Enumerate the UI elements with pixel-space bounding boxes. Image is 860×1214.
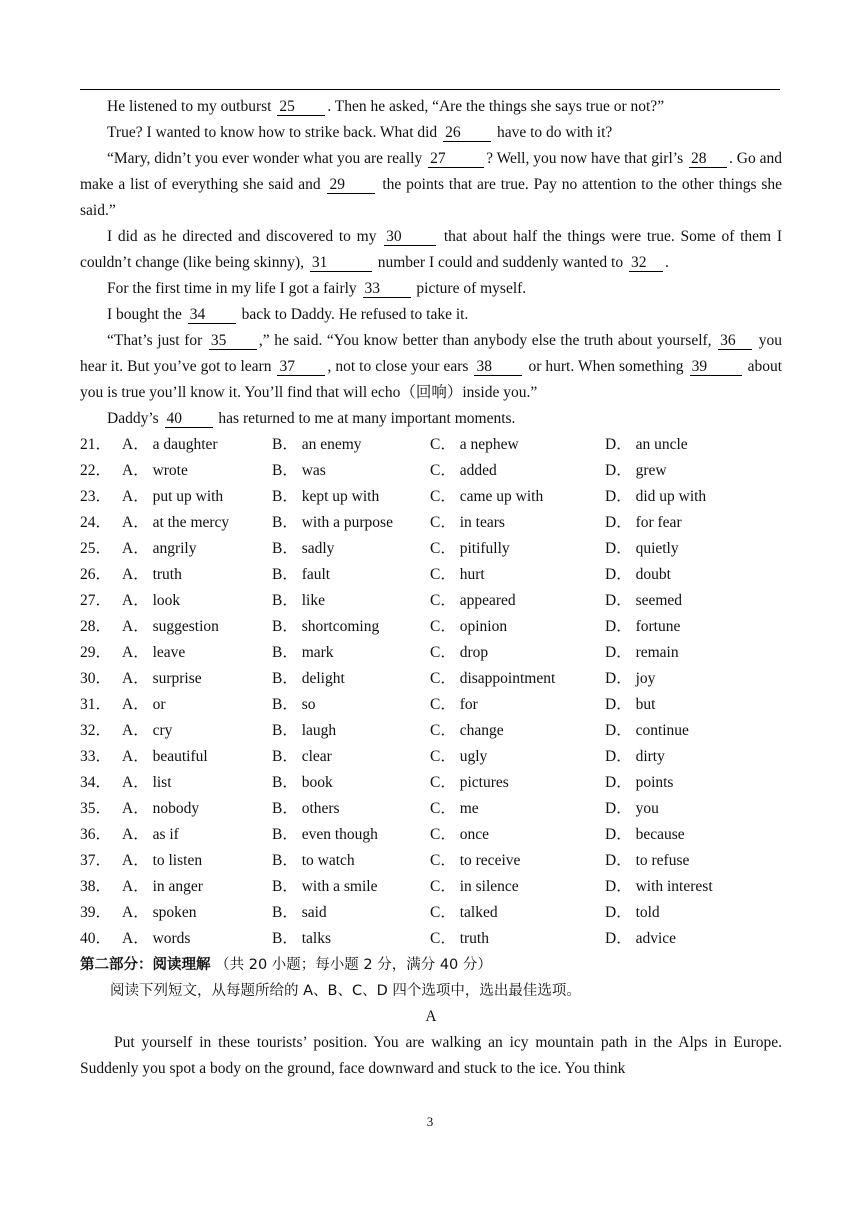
option-c: C． in silence xyxy=(430,878,519,895)
option-b: B． laugh xyxy=(272,722,337,739)
question-number: 32． xyxy=(80,722,112,739)
option-c: C． disappointment xyxy=(430,670,556,687)
passage-text: . Then he asked, “Are the things she says true or not?” xyxy=(327,98,665,115)
option-d: D． fortune xyxy=(605,618,681,635)
page-content xyxy=(80,94,782,1082)
question-row xyxy=(80,614,782,640)
passage-text: He listened to my outburst xyxy=(107,98,276,115)
question-number: 25． xyxy=(80,540,112,557)
blank-30: 30 xyxy=(384,228,436,246)
option-c: C． for xyxy=(430,696,478,713)
blank-28: 28 xyxy=(689,150,727,168)
cloze-paragraph xyxy=(80,120,782,146)
question-row xyxy=(80,926,782,952)
blank-32: 32 xyxy=(629,254,663,272)
passage-text: that about half the things were true. Some of them I couldn’t change (like being skinny), xyxy=(80,228,782,271)
question-number: 33． xyxy=(80,748,112,765)
option-a: A． wrote xyxy=(122,462,188,479)
section-title: 第二部分：阅读理解 xyxy=(80,957,211,973)
question-row xyxy=(80,900,782,926)
option-d: D． with interest xyxy=(605,878,713,895)
option-b: B． clear xyxy=(272,748,332,765)
option-a: A． to listen xyxy=(122,852,203,869)
passage-text: Daddy’s xyxy=(107,410,163,427)
option-a: A． words xyxy=(122,930,191,947)
option-d: D． did up with xyxy=(605,488,707,505)
option-d: D． because xyxy=(605,826,685,843)
option-c: C． appeared xyxy=(430,592,516,609)
option-c: C． hurt xyxy=(430,566,485,583)
option-a: A． nobody xyxy=(122,800,200,817)
passage-text: or hurt. When something xyxy=(524,358,688,375)
option-b: B． was xyxy=(272,462,326,479)
question-number: 31． xyxy=(80,696,112,713)
option-b: B． with a purpose xyxy=(272,514,393,531)
question-number: 24． xyxy=(80,514,112,531)
passage-text: “Mary, didn’t you ever wonder what you are really xyxy=(107,150,427,167)
option-d: D． doubt xyxy=(605,566,671,583)
blank-36: 36 xyxy=(718,332,752,350)
option-d: D． grew xyxy=(605,462,667,479)
option-c: C． talked xyxy=(430,904,498,921)
blank-27: 27 xyxy=(428,150,484,168)
passage-text: ? Well, you now have that girl’s xyxy=(486,150,688,167)
question-number: 22． xyxy=(80,462,112,479)
passage-text: you hear it. But you’ve got to learn xyxy=(80,332,783,375)
option-c: C． change xyxy=(430,722,504,739)
blank-39: 39 xyxy=(690,358,742,376)
passage-text: the points that are true. Pay no attention to the other things she said.” xyxy=(80,176,782,219)
question-number: 28． xyxy=(80,618,112,635)
question-number: 29． xyxy=(80,644,112,661)
question-row xyxy=(80,536,782,562)
option-a: A． in anger xyxy=(122,878,203,895)
section-instruction: 阅读下列短文，从每题所给的 A、B、C、D 四个选项中，选出最佳选项。 xyxy=(110,983,581,999)
question-row xyxy=(80,770,782,796)
question-number: 35． xyxy=(80,800,112,817)
option-d: D． points xyxy=(605,774,674,791)
cloze-paragraph xyxy=(80,146,782,224)
option-d: D． remain xyxy=(605,644,679,661)
question-row xyxy=(80,562,782,588)
blank-31: 31 xyxy=(310,254,372,272)
question-row xyxy=(80,848,782,874)
option-c: C． a nephew xyxy=(430,436,519,453)
option-b: B． fault xyxy=(272,566,331,583)
question-number: 27． xyxy=(80,592,112,609)
option-b: B． said xyxy=(272,904,327,921)
passage-text: True? I wanted to know how to strike back. What did xyxy=(107,124,442,141)
question-row xyxy=(80,588,782,614)
question-number: 34． xyxy=(80,774,112,791)
option-a: A． suggestion xyxy=(122,618,219,635)
option-b: B． an enemy xyxy=(272,436,362,453)
question-number: 23． xyxy=(80,488,112,505)
option-a: A． surprise xyxy=(122,670,202,687)
question-number: 26． xyxy=(80,566,112,583)
passage-text: number I could and suddenly wanted to xyxy=(373,254,627,271)
passage-text: ,” he said. “You know better than anybody else the truth about yourself, xyxy=(258,332,717,349)
passage-label: A xyxy=(425,1008,437,1025)
option-b: B． book xyxy=(272,774,333,791)
option-b: B． like xyxy=(272,592,325,609)
option-b: B． even though xyxy=(272,826,378,843)
question-row xyxy=(80,822,782,848)
option-a: A． look xyxy=(122,592,181,609)
passage-text: I did as he directed and discovered to my xyxy=(107,228,383,245)
cloze-paragraph xyxy=(80,94,782,120)
question-number: 39． xyxy=(80,904,112,921)
question-number: 37． xyxy=(80,852,112,869)
option-b: B． kept up with xyxy=(272,488,380,505)
cloze-paragraph xyxy=(80,328,782,406)
passage-text: , not to close your ears xyxy=(327,358,473,375)
cloze-paragraph xyxy=(80,276,782,302)
cloze-paragraph xyxy=(80,224,782,276)
option-d: D． joy xyxy=(605,670,656,687)
option-c: C． opinion xyxy=(430,618,508,635)
option-a: A． as if xyxy=(122,826,179,843)
option-a: A． or xyxy=(122,696,166,713)
option-a: A． list xyxy=(122,774,172,791)
option-c: C． in tears xyxy=(430,514,505,531)
option-b: B． talks xyxy=(272,930,331,947)
option-c: C． pictures xyxy=(430,774,509,791)
option-d: D． seemed xyxy=(605,592,683,609)
option-a: A． put up with xyxy=(122,488,224,505)
passage-text: has returned to me at many important moments. xyxy=(214,410,516,427)
option-d: D． dirty xyxy=(605,748,665,765)
blank-29: 29 xyxy=(327,176,375,194)
question-row xyxy=(80,796,782,822)
option-c: C． pitifully xyxy=(430,540,510,557)
question-number: 30． xyxy=(80,670,112,687)
question-row xyxy=(80,744,782,770)
question-row xyxy=(80,432,782,458)
option-b: B． to watch xyxy=(272,852,355,869)
option-c: C． once xyxy=(430,826,489,843)
passage-text: picture of myself. xyxy=(412,280,527,297)
blank-38: 38 xyxy=(474,358,522,376)
question-row xyxy=(80,484,782,510)
option-b: B． mark xyxy=(272,644,334,661)
header-rule xyxy=(80,89,780,90)
question-row xyxy=(80,666,782,692)
option-d: D． for fear xyxy=(605,514,682,531)
question-row xyxy=(80,458,782,484)
blank-26: 26 xyxy=(443,124,491,142)
option-d: D． an uncle xyxy=(605,436,688,453)
passage-text: . Go and make a list of everything she said and xyxy=(80,150,782,193)
blank-33: 33 xyxy=(363,280,411,298)
option-b: B． shortcoming xyxy=(272,618,380,635)
question-list xyxy=(80,432,782,952)
option-b: B． others xyxy=(272,800,340,817)
option-d: D． to refuse xyxy=(605,852,690,869)
option-d: D． but xyxy=(605,696,656,713)
passage-text: I bought the xyxy=(107,306,186,323)
option-a: A． cry xyxy=(122,722,173,739)
reading-passage: Put yourself in these tourists’ position. You are walking an icy mountain path in the Alps in Europe. Suddenly you spot a body on the ground, face downward and stuck to the ice. You think xyxy=(80,1034,782,1077)
blank-35: 35 xyxy=(209,332,257,350)
option-c: C． me xyxy=(430,800,479,817)
question-row xyxy=(80,510,782,536)
cloze-paragraph xyxy=(80,302,782,328)
option-a: A． a daughter xyxy=(122,436,218,453)
question-row xyxy=(80,874,782,900)
option-a: A． angrily xyxy=(122,540,197,557)
passage-text: For the first time in my life I got a fairly xyxy=(107,280,361,297)
question-row xyxy=(80,640,782,666)
option-a: A． at the mercy xyxy=(122,514,230,531)
option-c: C． ugly xyxy=(430,748,488,765)
option-d: D． advice xyxy=(605,930,677,947)
option-a: A． spoken xyxy=(122,904,197,921)
option-c: C． to receive xyxy=(430,852,521,869)
question-row xyxy=(80,692,782,718)
option-d: D． you xyxy=(605,800,659,817)
option-b: B． with a smile xyxy=(272,878,378,895)
option-d: D． told xyxy=(605,904,660,921)
passage-text: “That’s just for xyxy=(107,332,207,349)
option-c: C． added xyxy=(430,462,497,479)
option-d: D． continue xyxy=(605,722,689,739)
section-heading xyxy=(80,952,782,978)
option-a: A． truth xyxy=(122,566,182,583)
option-c: C． drop xyxy=(430,644,489,661)
question-number: 38． xyxy=(80,878,112,895)
question-number: 36． xyxy=(80,826,112,843)
blank-40: 40 xyxy=(165,410,213,428)
option-b: B． delight xyxy=(272,670,345,687)
option-b: B． sadly xyxy=(272,540,335,557)
passage-text: about you is true you’ll know it. You’ll find that will echo（回响）inside you.” xyxy=(80,358,783,401)
blank-25: 25 xyxy=(277,98,325,116)
question-row xyxy=(80,718,782,744)
option-a: A． beautiful xyxy=(122,748,208,765)
passage-text: have to do with it? xyxy=(493,124,613,141)
option-a: A． leave xyxy=(122,644,186,661)
question-number: 21． xyxy=(80,436,112,453)
option-d: D． quietly xyxy=(605,540,679,557)
blank-37: 37 xyxy=(277,358,325,376)
passage-text: back to Daddy. He refused to take it. xyxy=(237,306,469,323)
section-score-note: （共 20 小题；每小题 2 分，满分 40 分） xyxy=(215,957,492,973)
option-c: C． truth xyxy=(430,930,489,947)
passage-text: . xyxy=(664,254,669,271)
page-number: 3 xyxy=(426,1114,434,1129)
blank-34: 34 xyxy=(188,306,236,324)
question-number: 40． xyxy=(80,930,112,947)
option-c: C． came up with xyxy=(430,488,544,505)
cloze-paragraph xyxy=(80,406,782,432)
option-b: B． so xyxy=(272,696,316,713)
